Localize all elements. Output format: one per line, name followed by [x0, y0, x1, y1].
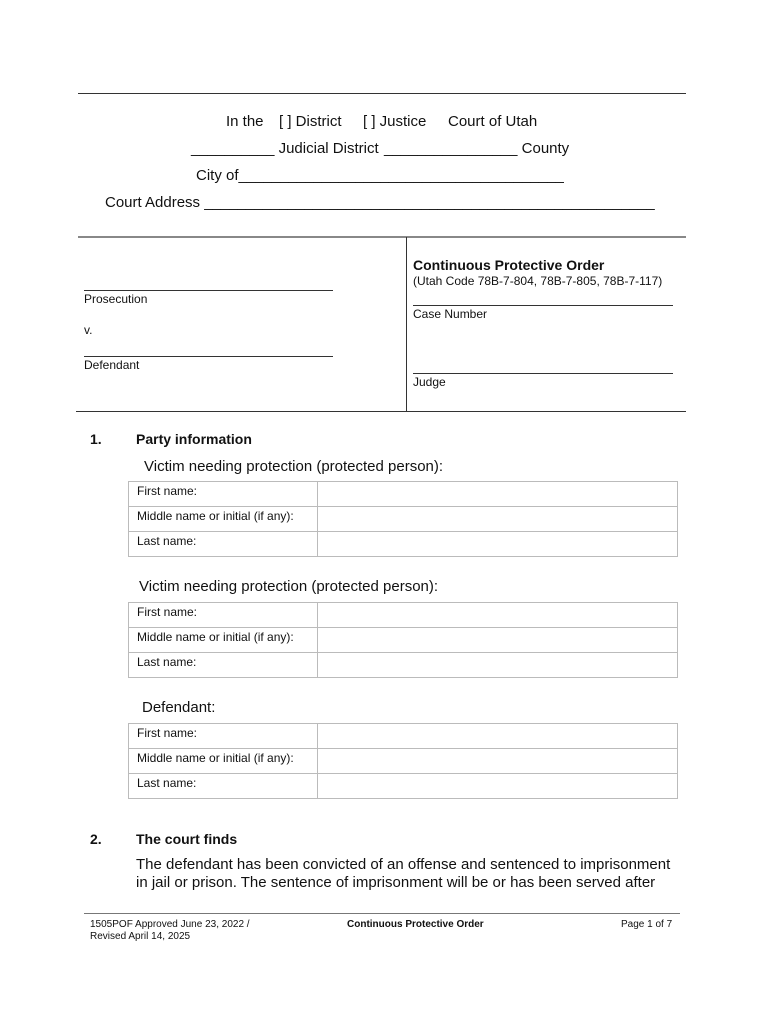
- code-reference: (Utah Code 78B-7-804, 78B-7-805, 78B-7-117): [413, 274, 663, 288]
- defendant-first-name-field[interactable]: [318, 724, 678, 749]
- prosecution-line[interactable]: [84, 290, 333, 291]
- table-row: [129, 653, 678, 678]
- court-address-field[interactable]: Court Address ______________________________________________________: [105, 194, 655, 211]
- defendant-line[interactable]: [84, 356, 333, 357]
- first-name-label: First name:: [129, 724, 318, 749]
- footer-form-id-line-2: Revised April 14, 2025: [90, 931, 191, 942]
- middle-name-label: Middle name or initial (if any):: [129, 507, 318, 532]
- victim-1-first-name-field[interactable]: [318, 482, 678, 507]
- first-name-label: First name:: [129, 482, 318, 507]
- section-2-title: The court finds: [136, 831, 238, 847]
- justice-checkbox[interactable]: [ ] Justice: [363, 113, 427, 130]
- court-line-in-the: In the: [226, 113, 264, 130]
- defendant-table: [128, 723, 678, 799]
- caption-divider: [406, 237, 407, 411]
- section-1-title: Party information: [136, 431, 252, 447]
- victim-2-first-name-field[interactable]: [318, 603, 678, 628]
- county-field[interactable]: ________________ County: [384, 140, 570, 157]
- case-number-line[interactable]: [413, 305, 673, 306]
- footer-page-number: Page 1 of 7: [621, 919, 673, 930]
- top-rule: [78, 93, 686, 94]
- case-number-label: Case Number: [413, 307, 488, 321]
- section-2-text-line-1: The defendant has been convicted of an offense and sentenced to imprisonment: [136, 856, 671, 873]
- footer-rule: [84, 913, 680, 914]
- defendant-last-name-field[interactable]: [318, 774, 678, 799]
- middle-name-label: Middle name or initial (if any):: [129, 749, 318, 774]
- court-of-utah: Court of Utah: [448, 113, 538, 130]
- last-name-label: Last name:: [129, 653, 318, 678]
- section-2-text-line-2: in jail or prison. The sentence of imprisonment will be or has been served after: [136, 874, 656, 891]
- middle-name-label: Middle name or initial (if any):: [129, 628, 318, 653]
- table-row: [129, 724, 678, 749]
- table-row: [129, 532, 678, 557]
- table-row: [129, 774, 678, 799]
- judge-label: Judge: [413, 375, 446, 389]
- victim-1-heading: Victim needing protection (protected person):: [144, 458, 444, 475]
- footer-form-id-line-1: 1505POF Approved June 23, 2022 /: [90, 919, 250, 930]
- defendant-middle-name-field[interactable]: [318, 749, 678, 774]
- table-row: [129, 749, 678, 774]
- caption-bottom-rule: [76, 411, 686, 412]
- defendant-label: Defendant: [84, 358, 140, 372]
- victim-1-last-name-field[interactable]: [318, 532, 678, 557]
- section-1-number: 1.: [90, 431, 102, 447]
- versus-label: v.: [84, 323, 93, 337]
- victim-1-middle-name-field[interactable]: [318, 507, 678, 532]
- defendant-heading: Defendant:: [142, 699, 216, 716]
- order-title: Continuous Protective Order: [413, 257, 605, 273]
- victim-2-last-name-field[interactable]: [318, 653, 678, 678]
- prosecution-label: Prosecution: [84, 292, 148, 306]
- first-name-label: First name:: [129, 603, 318, 628]
- section-2-number: 2.: [90, 831, 102, 847]
- table-row: [129, 482, 678, 507]
- table-row: [129, 507, 678, 532]
- judge-line[interactable]: [413, 373, 673, 374]
- victim-2-heading: Victim needing protection (protected person):: [139, 578, 439, 595]
- table-row: [129, 628, 678, 653]
- city-field[interactable]: City of_______________________________________: [196, 167, 564, 184]
- victim-2-table: [128, 602, 678, 678]
- table-row: [129, 603, 678, 628]
- victim-1-table: [128, 481, 678, 557]
- district-checkbox[interactable]: [ ] District: [279, 113, 342, 130]
- judicial-district-field[interactable]: __________ Judicial District: [191, 140, 379, 157]
- last-name-label: Last name:: [129, 532, 318, 557]
- caption-top-rule: [78, 236, 686, 238]
- victim-2-middle-name-field[interactable]: [318, 628, 678, 653]
- footer-center-title: Continuous Protective Order: [347, 919, 484, 930]
- last-name-label: Last name:: [129, 774, 318, 799]
